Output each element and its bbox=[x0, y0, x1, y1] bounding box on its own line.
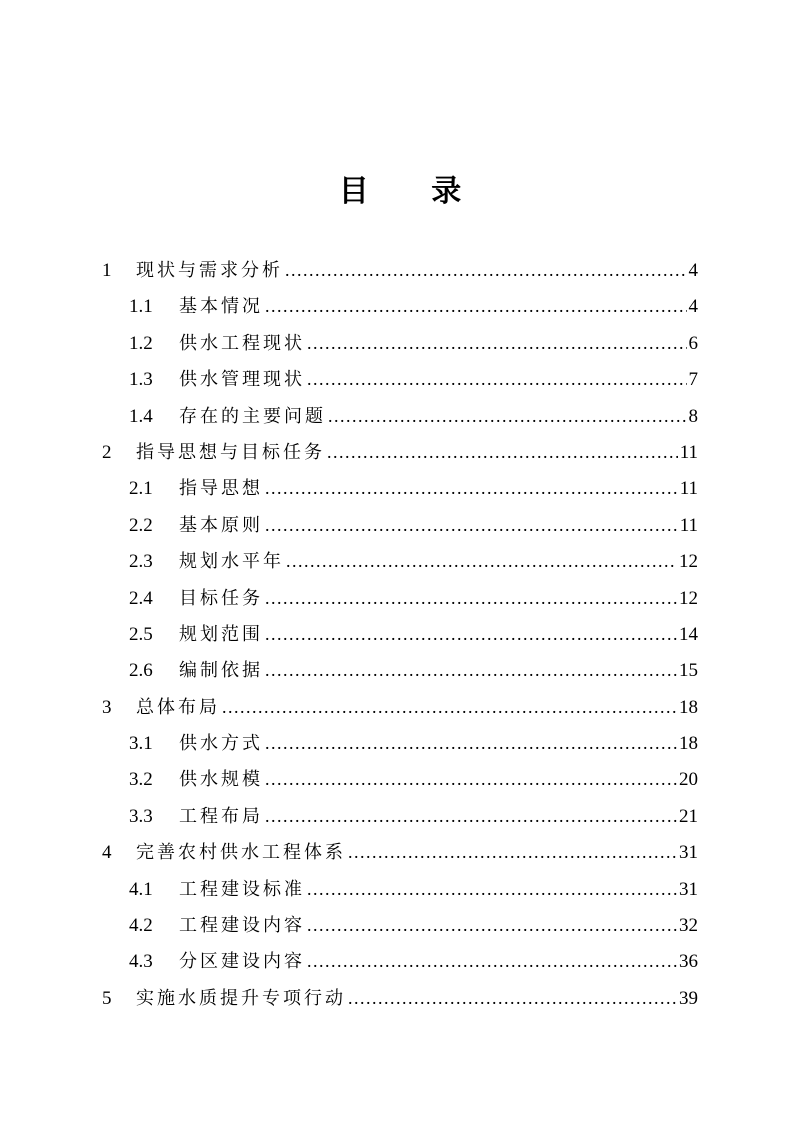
toc-page-number: 4 bbox=[688, 296, 698, 318]
toc-entry-title: 工程布局 bbox=[179, 805, 263, 827]
toc-entry-number: 2.5 bbox=[129, 623, 153, 645]
toc-page-number: 39 bbox=[679, 987, 698, 1009]
toc-entry-title: 编制依据 bbox=[179, 660, 263, 682]
toc-page-number: 20 bbox=[679, 769, 698, 791]
toc-page-number: 15 bbox=[679, 660, 698, 682]
toc-entry-number: 3.2 bbox=[129, 769, 153, 791]
toc-chapter-entry[interactable] bbox=[102, 834, 698, 870]
toc-section-entry[interactable] bbox=[102, 761, 698, 797]
toc-page-number: 6 bbox=[688, 332, 698, 354]
toc-entry-number: 4.3 bbox=[129, 951, 153, 973]
toc-section-entry[interactable] bbox=[102, 470, 698, 506]
table-of-contents bbox=[102, 252, 698, 1016]
toc-entry-title: 完善农村供水工程体系 bbox=[136, 842, 346, 864]
toc-chapter-entry[interactable] bbox=[102, 689, 698, 725]
toc-page-number: 32 bbox=[679, 915, 698, 937]
toc-page-number: 11 bbox=[679, 478, 698, 500]
toc-entry-title: 基本情况 bbox=[179, 296, 263, 318]
toc-page-number: 8 bbox=[688, 405, 698, 427]
toc-entry-number: 2.3 bbox=[129, 551, 153, 573]
toc-dot-leader bbox=[265, 798, 677, 834]
toc-entry-title: 实施水质提升专项行动 bbox=[136, 987, 346, 1009]
toc-section-entry[interactable] bbox=[102, 798, 698, 834]
toc-dot-leader bbox=[348, 834, 677, 870]
toc-page-number: 14 bbox=[679, 623, 698, 645]
toc-page-number: 31 bbox=[679, 878, 698, 900]
toc-page-number: 36 bbox=[679, 951, 698, 973]
toc-section-entry[interactable] bbox=[102, 325, 698, 361]
toc-entry-title: 工程建设标准 bbox=[179, 878, 305, 900]
toc-page-number: 11 bbox=[679, 441, 698, 463]
toc-page-number: 4 bbox=[688, 260, 698, 281]
toc-section-entry[interactable] bbox=[102, 907, 698, 943]
toc-dot-leader bbox=[265, 616, 677, 652]
toc-section-entry[interactable] bbox=[102, 652, 698, 688]
toc-entry-title: 存在的主要问题 bbox=[179, 405, 326, 427]
toc-entry-title: 供水规模 bbox=[179, 769, 263, 791]
toc-section-entry[interactable] bbox=[102, 943, 698, 979]
toc-dot-leader bbox=[307, 325, 687, 361]
toc-dot-leader bbox=[285, 252, 687, 288]
toc-entry-title: 目标任务 bbox=[179, 587, 263, 609]
toc-dot-leader bbox=[348, 980, 677, 1016]
toc-chapter-entry[interactable] bbox=[102, 434, 698, 470]
toc-entry-number: 2.1 bbox=[129, 478, 153, 500]
toc-dot-leader bbox=[265, 580, 677, 616]
toc-page-number: 31 bbox=[679, 842, 698, 864]
toc-section-entry[interactable] bbox=[102, 871, 698, 907]
toc-entry-title: 工程建设内容 bbox=[179, 915, 305, 937]
toc-dot-leader bbox=[328, 398, 687, 434]
toc-entry-title: 指导思想 bbox=[179, 478, 263, 500]
toc-page-number: 7 bbox=[688, 369, 698, 391]
toc-entry-title: 供水方式 bbox=[179, 733, 263, 755]
toc-entry-title: 基本原则 bbox=[179, 514, 263, 536]
toc-entry-title: 分区建设内容 bbox=[179, 951, 305, 973]
toc-section-entry[interactable] bbox=[102, 616, 698, 652]
toc-section-entry[interactable] bbox=[102, 398, 698, 434]
toc-entry-number: 1.1 bbox=[129, 296, 153, 318]
toc-dot-leader bbox=[307, 871, 677, 907]
toc-page-number: 18 bbox=[679, 696, 698, 718]
toc-page-number: 12 bbox=[679, 551, 698, 573]
toc-page-number: 12 bbox=[679, 587, 698, 609]
toc-entry-title: 总体布局 bbox=[136, 696, 220, 718]
toc-dot-leader bbox=[307, 361, 687, 397]
toc-entry-number: 1.4 bbox=[129, 405, 153, 427]
toc-entry-number: 2.2 bbox=[129, 514, 153, 536]
toc-entry-title: 供水管理现状 bbox=[179, 369, 305, 391]
toc-entry-number: 4 bbox=[102, 842, 112, 864]
toc-entry-title: 现状与需求分析 bbox=[136, 260, 283, 281]
toc-page-number: 11 bbox=[679, 514, 698, 536]
toc-dot-leader bbox=[307, 943, 677, 979]
toc-page-number: 18 bbox=[679, 733, 698, 755]
toc-dot-leader bbox=[222, 689, 677, 725]
toc-dot-leader bbox=[265, 761, 677, 797]
toc-entry-title: 规划范围 bbox=[179, 623, 263, 645]
toc-dot-leader bbox=[265, 725, 677, 761]
toc-entry-number: 2 bbox=[102, 441, 112, 463]
toc-entry-title: 规划水平年 bbox=[179, 551, 284, 573]
toc-entry-number: 2.6 bbox=[129, 660, 153, 682]
toc-entry-number: 3.1 bbox=[129, 733, 153, 755]
toc-entry-title: 供水工程现状 bbox=[179, 332, 305, 354]
toc-entry-number: 2.4 bbox=[129, 587, 153, 609]
toc-section-entry[interactable] bbox=[102, 288, 698, 324]
toc-dot-leader bbox=[265, 288, 687, 324]
toc-entry-number: 5 bbox=[102, 987, 112, 1009]
toc-page-number: 21 bbox=[679, 805, 698, 827]
toc-entry-number: 4.1 bbox=[129, 878, 153, 900]
toc-section-entry[interactable] bbox=[102, 580, 698, 616]
toc-entry-number: 4.2 bbox=[129, 915, 153, 937]
toc-entry-title: 指导思想与目标任务 bbox=[136, 441, 325, 463]
toc-section-entry[interactable] bbox=[102, 361, 698, 397]
toc-dot-leader bbox=[265, 507, 678, 543]
toc-entry-number: 3 bbox=[102, 696, 112, 718]
toc-entry-number: 1 bbox=[102, 260, 112, 281]
toc-dot-leader bbox=[286, 543, 677, 579]
toc-dot-leader bbox=[327, 434, 678, 470]
toc-dot-leader bbox=[265, 652, 677, 688]
toc-dot-leader bbox=[307, 907, 677, 943]
toc-section-entry[interactable] bbox=[102, 725, 698, 761]
toc-entry-number: 1.3 bbox=[129, 369, 153, 391]
toc-entry-number: 3.3 bbox=[129, 805, 153, 827]
toc-chapter-entry[interactable] bbox=[102, 252, 698, 288]
toc-chapter-entry[interactable] bbox=[102, 980, 698, 1016]
toc-section-entry[interactable] bbox=[102, 543, 698, 579]
toc-dot-leader bbox=[265, 470, 678, 506]
toc-section-entry[interactable] bbox=[102, 507, 698, 543]
page-title: 目 录 bbox=[338, 174, 488, 209]
toc-entry-number: 1.2 bbox=[129, 332, 153, 354]
